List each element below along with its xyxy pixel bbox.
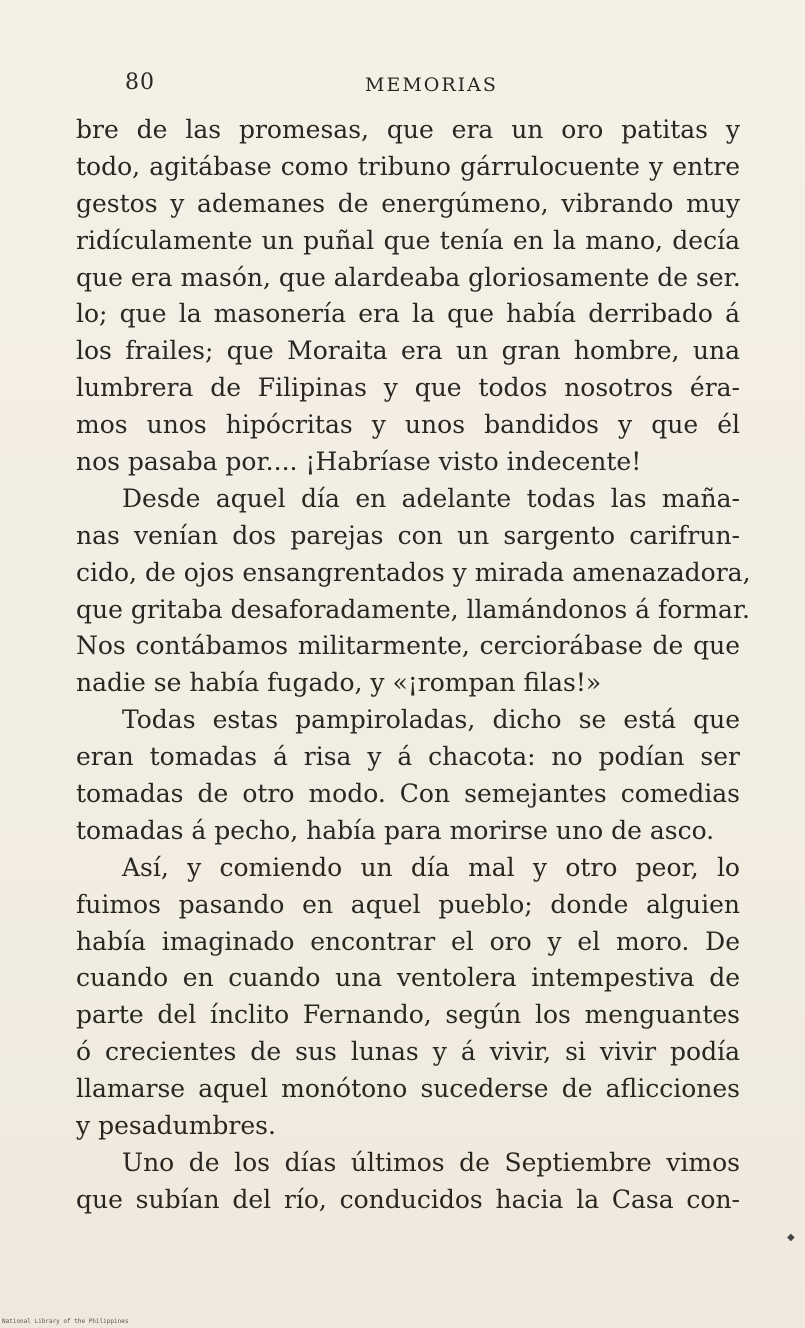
running-head: MEMORIAS [365,74,498,96]
text-line: cuando en cuando una ventolera intempestiva de [76,963,740,993]
text-line: eran tomadas á risa y á chacota: no podían ser [76,742,740,772]
text-line: que gritaba desaforadamente, llamándonos á formar. [76,594,750,624]
text-line: los frailes; que Moraita era un gran hombre, una [76,336,740,366]
text-line: lo; que la masonería era la que había derribado á [76,299,740,329]
text-line: tomadas de otro modo. Con semejantes comedias [76,779,740,809]
text-line: nas venían dos parejas con un sargento carifrun- [76,520,740,550]
text-line: mos unos hipócritas y unos bandidos y que él [76,410,740,440]
text-line: había imaginado encontrar el oro y el moro. De [76,926,740,956]
text-line: Así, y comiendo un día mal y otro peor, lo [122,852,740,882]
text-line: que subían del río, conducidos hacia la Casa con- [76,1184,740,1214]
text-line: parte del ínclito Fernando, según los menguantes [76,1000,740,1030]
text-line: lumbrera de Filipinas y que todos nosotros éra- [76,373,740,403]
body-text [76,112,751,1219]
text-line: ó crecientes de sus lunas y á vivir, si vivir podía [76,1037,740,1067]
page-number: 80 [125,70,155,95]
text-line: ridículamente un puñal que tenía en la mano, decía [76,225,740,255]
margin-mark: ◆ [787,1232,795,1243]
text-line: cido, de ojos ensangrentados y mirada amenazadora, [76,557,751,587]
library-footer: National Library of the Philippines [2,1318,129,1325]
text-line: llamarse aquel monótono sucederse de aflicciones [76,1074,740,1104]
text-line: Desde aquel día en adelante todas las maña- [122,483,740,513]
text-line: y pesadumbres. [76,1111,276,1141]
text-line: Uno de los días últimos de Septiembre vimos [122,1147,740,1177]
page-header [125,70,725,104]
text-line: que era masón, que alardeaba gloriosamente de ser. [76,262,741,292]
text-line: Nos contábamos militarmente, cerciorábase de que [76,631,740,661]
text-line: nos pasaba por.... ¡Habríase visto indecente! [76,447,642,477]
text-line: gestos y ademanes de energúmeno, vibrando muy [76,188,740,218]
text-line: nadie se había fugado, y «¡rompan filas!» [76,668,602,698]
text-line: fuimos pasando en aquel pueblo; donde alguien [76,889,740,919]
text-line: Todas estas pampiroladas, dicho se está que [122,705,740,735]
text-line: tomadas á pecho, había para morirse uno de asco. [76,815,715,845]
text-line: bre de las promesas, que era un oro patitas y [76,115,740,144]
text-line: todo, agitábase como tribuno gárrulocuente y entre [76,151,740,181]
